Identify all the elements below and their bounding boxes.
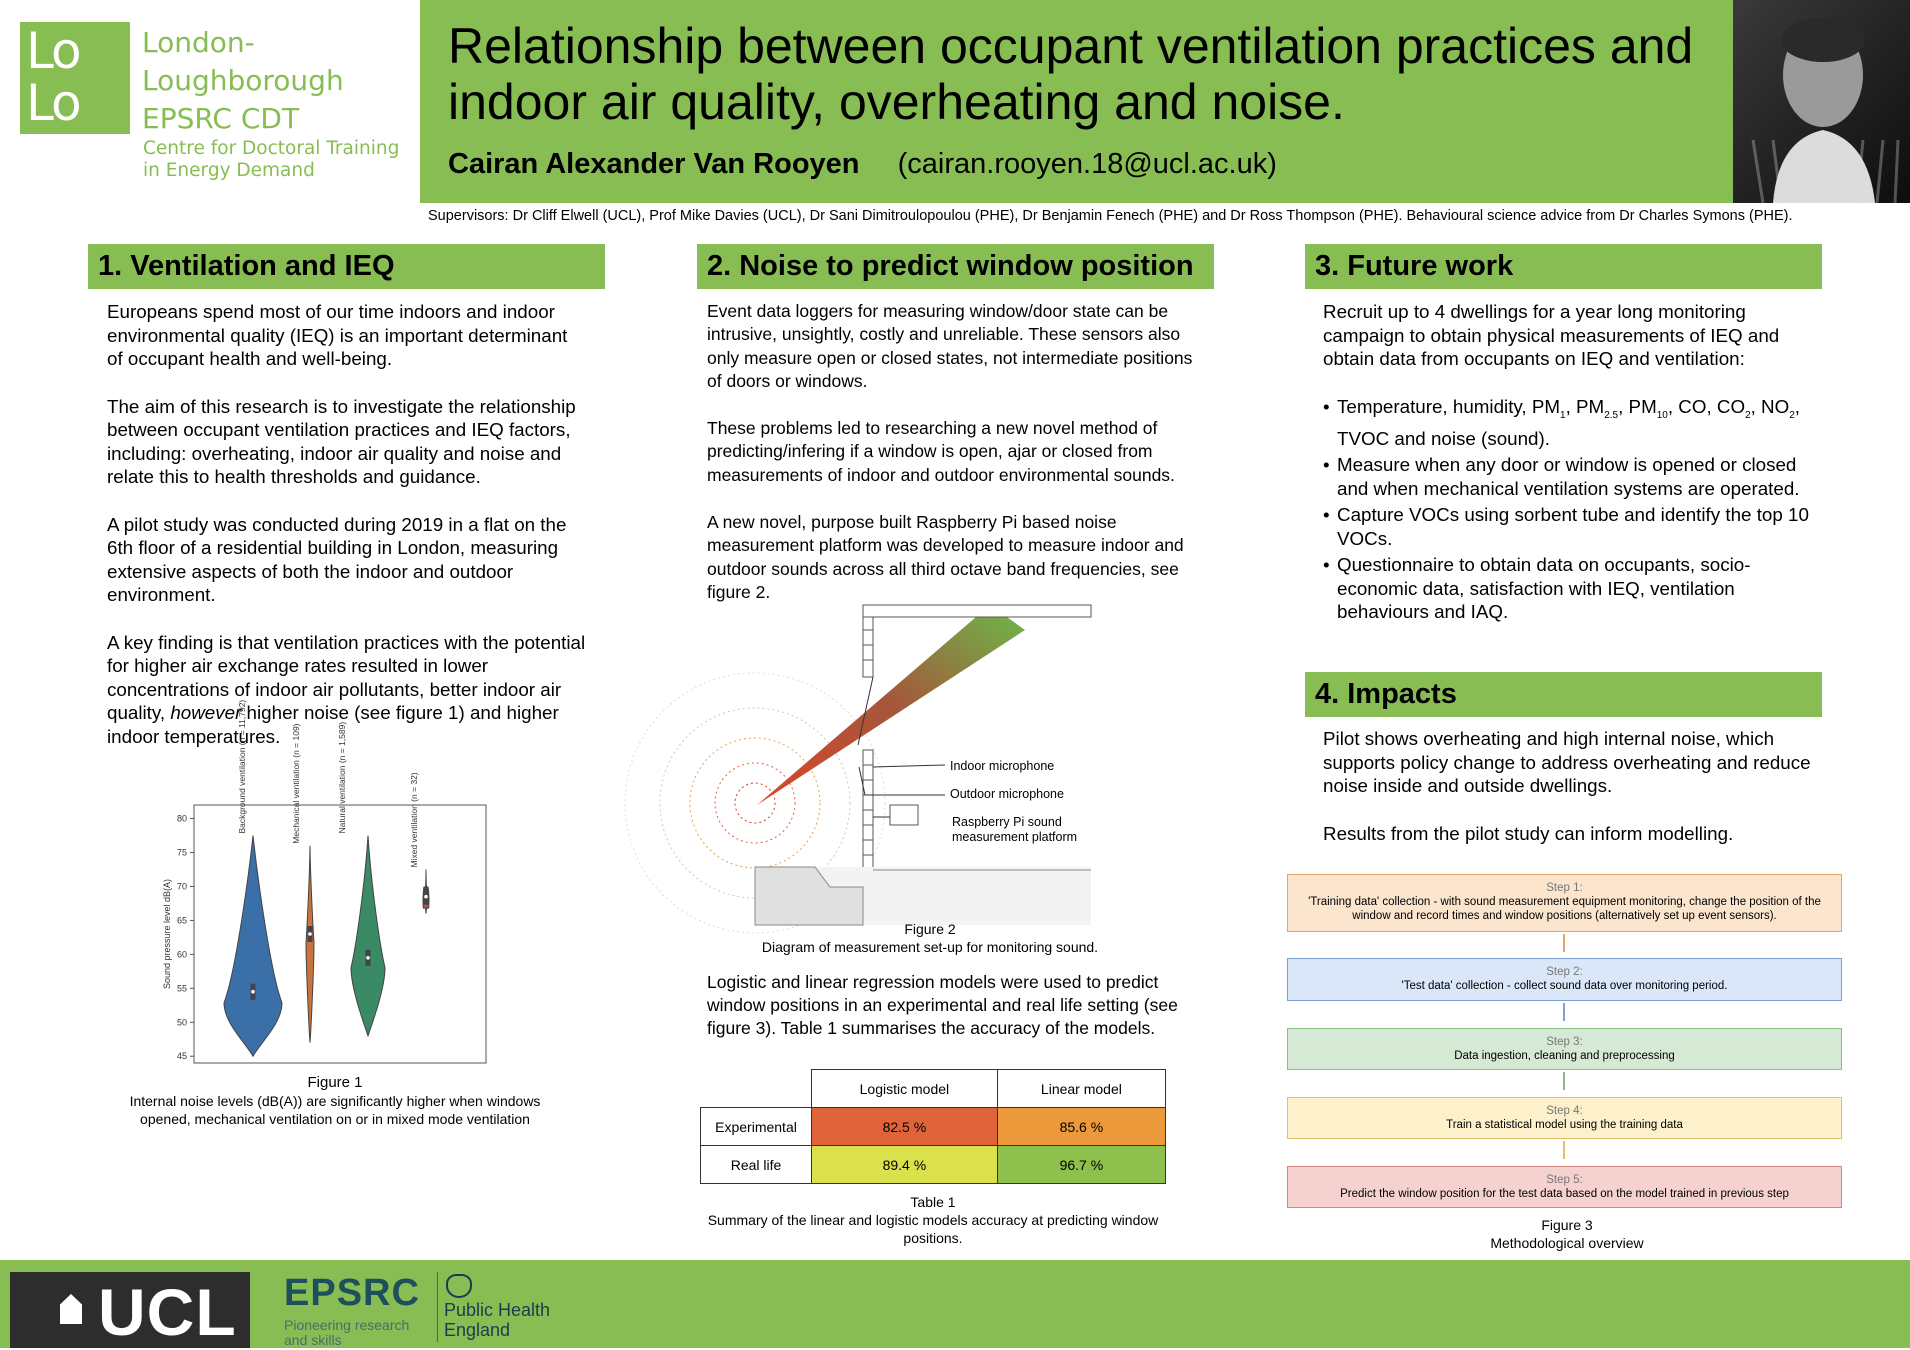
table-corner xyxy=(701,1070,812,1108)
y-tick-label: 75 xyxy=(176,847,187,858)
table1-text: Summary of the linear and logistic models accuracy at predicting window positions. xyxy=(707,1212,1159,1246)
logo-subtitle-line: in Energy Demand xyxy=(143,160,315,181)
bullet-text: , PM xyxy=(1565,395,1605,417)
logo-name-line: EPSRC CDT xyxy=(142,102,300,135)
author-name: Cairan Alexander Van Rooyen xyxy=(448,148,860,180)
flow-step-4 xyxy=(1287,1097,1842,1139)
violin-series-label: Background ventilation (n = 11,792) xyxy=(237,699,247,834)
section1-body xyxy=(107,300,587,772)
measurement-diagram xyxy=(755,605,1091,925)
section1-paragraph: A pilot study was conducted during 2019 in a flat on the 6th floor of a residential building in London, measuring extensive aspects of both the indoor and outdoor environment. xyxy=(107,513,567,605)
section3-body xyxy=(1323,300,1813,627)
paragraph-text: A key finding is that ventilation practices with the potential for higher air exchange rates resulted in lower concentrations of indoor air pollutants, better indoor air quality, xyxy=(107,631,586,723)
epsrc-wordmark: EPSRC xyxy=(284,1272,420,1314)
step-text: 'Test data' collection - collect sound data over monitoring period. xyxy=(1401,980,1728,992)
figure3-caption xyxy=(1387,1216,1747,1252)
table-cell: 96.7 % xyxy=(997,1146,1165,1184)
figure3-title: Figure 3 xyxy=(1541,1217,1593,1233)
subscript: 2 xyxy=(1745,409,1751,421)
flow-arrow xyxy=(1563,1141,1565,1159)
list-item: • Capture VOCs using sorbent tube and identify the top 10 VOCs. xyxy=(1323,503,1813,550)
table-cell: 89.4 % xyxy=(812,1146,998,1184)
raspberry-pi-box xyxy=(890,805,918,825)
flow-step-5 xyxy=(1287,1166,1842,1208)
figure1-caption xyxy=(110,1074,560,1128)
bullet-text: Temperature, humidity, PM xyxy=(1337,395,1561,417)
violin-median xyxy=(424,895,428,899)
figure2-text: Diagram of measurement set-up for monitoring sound. xyxy=(761,939,1099,955)
paragraph-text: higher noise (see figure 1) and higher indoor temperatures. xyxy=(107,702,559,747)
violin-median xyxy=(251,990,255,994)
logo-name-line: London- xyxy=(142,26,255,59)
author-photo xyxy=(1733,0,1910,203)
section3-intro: Recruit up to 4 dwellings for a year long monitoring campaign to obtain physical measurements of IEQ and obtain data from occupants on IEQ and ventilation: xyxy=(1323,301,1780,369)
figure1-text: Internal noise levels (dB(A)) are significantly higher when windows opened, mechanical ventilation on or in mixed mode ventilation xyxy=(129,1093,541,1127)
table1-caption xyxy=(697,1193,1169,1247)
section4-paragraph: Results from the pilot study can inform modelling. xyxy=(1323,822,1734,844)
list-item xyxy=(1323,395,1813,451)
violin-median xyxy=(366,956,370,960)
pi-label: Raspberry Pi sound xyxy=(952,815,1062,829)
y-tick-label: 45 xyxy=(176,1051,187,1062)
pi-label: measurement platform xyxy=(952,830,1078,844)
subscript: 2.5 xyxy=(1604,409,1619,421)
y-tick-label: 65 xyxy=(176,915,187,926)
subscript: 10 xyxy=(1656,409,1668,421)
step-text: Data ingestion, cleaning and preprocessing xyxy=(1454,1050,1675,1062)
bullet-text: , TVOC and noise (sound). xyxy=(1337,395,1801,449)
y-tick-label: 55 xyxy=(176,983,187,994)
flow-arrow xyxy=(1563,1072,1565,1090)
table-header: Logistic model xyxy=(812,1070,998,1108)
section1-paragraph: The aim of this research is to investigate the relationship between occupant ventilation practices and IEQ factors, including: overheating, indoor air quality and noise and relate this to health thresholds and guidance. xyxy=(107,395,576,487)
lolo-logo xyxy=(20,22,130,134)
section4-heading: 4. Impacts xyxy=(1305,672,1822,717)
figure3-text: Methodological overview xyxy=(1490,1235,1644,1251)
table-row xyxy=(701,1108,1166,1146)
author-line xyxy=(448,148,1277,181)
table-cell: 85.6 % xyxy=(997,1108,1165,1146)
y-tick-label: 60 xyxy=(176,949,187,960)
step-title: Step 5: xyxy=(1546,1174,1583,1186)
section2-paragraph: Logistic and linear regression models were used to predict window positions in an experimental and real life setting (see figure 3). Table 1 summarises the accuracy of the models. xyxy=(707,972,1178,1038)
section4-paragraph: Pilot shows overheating and high internal noise, which supports policy change to address overheating and reduce noise inside and outside dwellings. xyxy=(1323,728,1811,796)
ucl-portico-icon xyxy=(60,1294,82,1324)
phe-wordmark xyxy=(444,1300,550,1340)
table-cell: 82.5 % xyxy=(812,1108,998,1146)
figure2-title: Figure 2 xyxy=(904,921,956,937)
footer-divider xyxy=(437,1272,438,1342)
bullet-text: , PM xyxy=(1618,395,1657,417)
flow-step-1 xyxy=(1287,874,1842,932)
outdoor-mic-label: Outdoor microphone xyxy=(950,787,1064,801)
figure1-title: Figure 1 xyxy=(307,1074,363,1091)
section2-body xyxy=(707,300,1202,628)
violin-median xyxy=(308,932,312,936)
section3-heading: 3. Future work xyxy=(1305,244,1822,289)
epsrc-tagline xyxy=(284,1318,409,1348)
ucl-logo xyxy=(10,1272,250,1348)
ucl-wordmark: UCL xyxy=(98,1275,237,1349)
logo-lo-top: Lo xyxy=(26,22,80,80)
y-tick-label: 70 xyxy=(176,881,187,892)
future-work-list xyxy=(1323,395,1813,624)
table-header: Linear model xyxy=(997,1070,1165,1108)
row-label: Experimental xyxy=(701,1108,812,1146)
logo-lo-bottom: Lo xyxy=(26,74,80,132)
list-item: • Measure when any door or window is opened or closed and when mechanical ventilation systems are operated. xyxy=(1323,453,1813,500)
list-item: • Questionnaire to obtain data on occupants, socio-economic data, satisfaction with IEQ, ventilation behaviours and IAQ. xyxy=(1323,553,1813,624)
flow-step-3 xyxy=(1287,1028,1842,1070)
indoor-mic-label: Indoor microphone xyxy=(950,759,1055,773)
bullet-text: , CO, CO xyxy=(1667,395,1746,417)
ceiling-slab xyxy=(863,605,1091,617)
bullet-text: , NO xyxy=(1750,395,1790,417)
section1-paragraph xyxy=(107,631,587,749)
subscript: 2 xyxy=(1789,409,1795,421)
step-title: Step 1: xyxy=(1546,882,1583,894)
y-axis-label: Sound pressure level dB(A) xyxy=(162,878,172,990)
flow-step-2 xyxy=(1287,958,1842,1001)
tagline-line: and skills xyxy=(284,1332,342,1348)
phe-line: England xyxy=(444,1320,511,1340)
step-text: 'Training data' collection - with sound measurement equipment monitoring, change the position of the window and record times and window positions (alternatively set up event sensors). xyxy=(1308,896,1821,922)
violin-series-label: Natural ventilation (n = 1,589) xyxy=(337,721,347,834)
step-text: Predict the window position for the test data based on the model trained in previous step xyxy=(1340,1188,1789,1200)
step-title: Step 3: xyxy=(1546,1036,1583,1048)
flow-arrow xyxy=(1563,1003,1565,1021)
logo-name xyxy=(142,24,344,138)
subscript: 1 xyxy=(1560,409,1566,421)
tagline-line: Pioneering research xyxy=(284,1317,410,1333)
violin-series-label: Mechanical ventilation (n = 109) xyxy=(291,723,301,844)
section2-paragraph: A new novel, purpose built Raspberry Pi based noise measurement platform was developed to measure indoor and outdoor sounds across all third octave band frequencies, see figure 2. xyxy=(707,512,1184,602)
y-tick-label: 50 xyxy=(176,1017,187,1028)
author-email[interactable]: (cairan.rooyen.18@ucl.ac.uk) xyxy=(897,148,1277,180)
accuracy-table xyxy=(700,1069,1166,1184)
poster-title: Relationship between occupant ventilation practices and indoor air quality, overheating and noise. xyxy=(448,18,1694,130)
logo-subtitle xyxy=(143,138,399,182)
phe-line: Public Health xyxy=(444,1300,551,1320)
section1-heading: 1. Ventilation and IEQ xyxy=(88,244,605,289)
step-title: Step 2: xyxy=(1546,966,1583,978)
section2-paragraph: Event data loggers for measuring window/door state can be intrusive, unsightly, costly and unreliable. These sensors also only measure open or closed states, not intermediate positions of doors or windows. xyxy=(707,301,1193,391)
violin-series-label: Mixed ventilation (n = 32) xyxy=(409,772,419,868)
logo-name-line: Loughborough xyxy=(142,64,344,97)
section2-heading: 2. Noise to predict window position xyxy=(697,244,1214,289)
sound-beam xyxy=(757,605,1025,805)
figure2-caption xyxy=(730,920,1130,956)
emphasis-text: however xyxy=(170,702,242,723)
table1-title: Table 1 xyxy=(910,1194,956,1210)
section2-paragraph: These problems led to researching a new novel method of predicting/infering if a window is open, ajar or closed from measurements of indoor and outdoor environmental sounds. xyxy=(707,418,1175,485)
row-label: Real life xyxy=(701,1146,812,1184)
step-title: Step 4: xyxy=(1546,1105,1583,1117)
table-row xyxy=(701,1146,1166,1184)
supervisors-line: Supervisors: Dr Cliff Elwell (UCL), Prof Mike Davies (UCL), Dr Sani Dimitroulopoulou (PHE), Dr Benjamin Fenech (PHE) and Dr Ross Thompson (PHE). Behavioural science advice from Dr Charles Symons (PHE). xyxy=(428,208,1793,224)
logo-subtitle-line: Centre for Doctoral Training xyxy=(143,138,400,159)
flow-arrow xyxy=(1563,934,1565,952)
section1-paragraph: Europeans spend most of our time indoors and indoor environmental quality (IEQ) is an important determinant of occupant health and well-being. xyxy=(107,301,568,369)
crest-icon xyxy=(446,1274,472,1298)
step-text: Train a statistical model using the training data xyxy=(1446,1119,1683,1131)
section4-body xyxy=(1323,727,1813,869)
y-tick-label: 80 xyxy=(176,813,187,824)
